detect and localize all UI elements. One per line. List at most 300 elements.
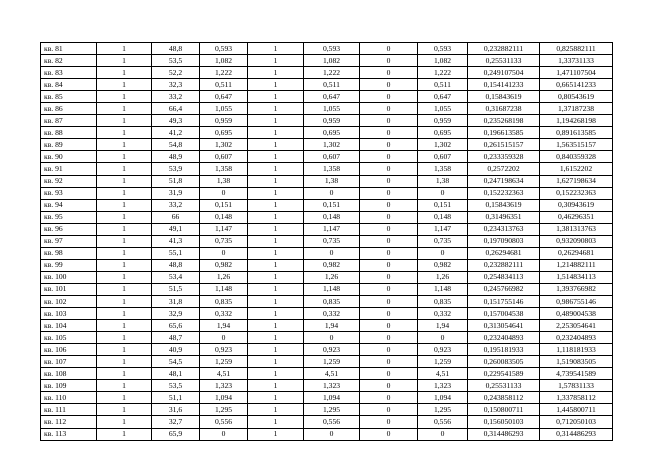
table-body bbox=[41, 43, 613, 441]
apartment-cell: кв. 87 bbox=[41, 115, 97, 127]
table-row bbox=[41, 259, 613, 271]
value-cell: 4,739541589 bbox=[540, 368, 613, 380]
value-cell: 1 bbox=[248, 163, 304, 175]
value-cell: 1 bbox=[97, 259, 152, 271]
apartment-cell: кв. 83 bbox=[41, 67, 97, 79]
apartment-cell: кв. 96 bbox=[41, 223, 97, 235]
value-cell: 1 bbox=[97, 103, 152, 115]
value-cell: 41,2 bbox=[152, 127, 200, 139]
value-cell: 0,923 bbox=[200, 344, 248, 356]
value-cell: 0,593 bbox=[418, 43, 468, 55]
value-cell: 1 bbox=[97, 344, 152, 356]
value-cell: 1 bbox=[248, 67, 304, 79]
value-cell: 1 bbox=[248, 259, 304, 271]
value-cell: 0 bbox=[200, 187, 248, 199]
value-cell: 0,31687238 bbox=[468, 103, 540, 115]
value-cell: 1 bbox=[248, 187, 304, 199]
value-cell: 0,735 bbox=[304, 235, 360, 247]
value-cell: 0 bbox=[360, 103, 418, 115]
value-cell: 0,313054641 bbox=[468, 320, 540, 332]
value-cell: 1 bbox=[248, 175, 304, 187]
value-cell: 1 bbox=[248, 199, 304, 211]
table-row bbox=[41, 271, 613, 283]
value-cell: 0,232882111 bbox=[468, 43, 540, 55]
value-cell: 1,222 bbox=[200, 67, 248, 79]
value-cell: 1 bbox=[97, 175, 152, 187]
value-cell: 0,26294681 bbox=[540, 247, 613, 259]
value-cell: 0,261515157 bbox=[468, 139, 540, 151]
value-cell: 0,195181933 bbox=[468, 344, 540, 356]
value-cell: 32,9 bbox=[152, 308, 200, 320]
value-cell: 0 bbox=[360, 139, 418, 151]
value-cell: 0 bbox=[360, 247, 418, 259]
value-cell: 1 bbox=[97, 428, 152, 440]
value-cell: 0,891613585 bbox=[540, 127, 613, 139]
value-cell: 0,840359328 bbox=[540, 151, 613, 163]
value-cell: 1,33731133 bbox=[540, 55, 613, 67]
value-cell: 48,7 bbox=[152, 332, 200, 344]
value-cell: 0,982 bbox=[418, 259, 468, 271]
value-cell: 0,647 bbox=[418, 91, 468, 103]
value-cell: 0 bbox=[418, 187, 468, 199]
value-cell: 0 bbox=[304, 428, 360, 440]
value-cell: 2,253054641 bbox=[540, 320, 613, 332]
apartment-cell: кв. 105 bbox=[41, 332, 97, 344]
value-cell: 0,26294681 bbox=[468, 247, 540, 259]
value-cell: 0 bbox=[360, 320, 418, 332]
value-cell: 1,148 bbox=[200, 283, 248, 295]
apartment-cell: кв. 88 bbox=[41, 127, 97, 139]
value-cell: 1,358 bbox=[200, 163, 248, 175]
value-cell: 0 bbox=[304, 247, 360, 259]
value-cell: 4,51 bbox=[200, 368, 248, 380]
value-cell: 48,8 bbox=[152, 43, 200, 55]
value-cell: 1 bbox=[248, 127, 304, 139]
value-cell: 0,232404893 bbox=[540, 332, 613, 344]
value-cell: 1 bbox=[97, 151, 152, 163]
table-row bbox=[41, 223, 613, 235]
value-cell: 0 bbox=[360, 223, 418, 235]
value-cell: 1 bbox=[97, 332, 152, 344]
value-cell: 54,8 bbox=[152, 139, 200, 151]
value-cell: 1 bbox=[97, 308, 152, 320]
value-cell: 1 bbox=[248, 211, 304, 223]
value-cell: 33,2 bbox=[152, 199, 200, 211]
value-cell: 1,295 bbox=[304, 404, 360, 416]
value-cell: 1,259 bbox=[304, 356, 360, 368]
value-cell: 0,607 bbox=[304, 151, 360, 163]
value-cell: 1 bbox=[248, 235, 304, 247]
value-cell: 1,94 bbox=[418, 320, 468, 332]
value-cell: 0,923 bbox=[418, 344, 468, 356]
value-cell: 0,232404893 bbox=[468, 332, 540, 344]
value-cell: 1,323 bbox=[200, 380, 248, 392]
value-cell: 0,31496351 bbox=[468, 211, 540, 223]
value-cell: 1,147 bbox=[304, 223, 360, 235]
apartment-cell: кв. 101 bbox=[41, 283, 97, 295]
value-cell: 33,2 bbox=[152, 91, 200, 103]
table-row bbox=[41, 247, 613, 259]
value-cell: 32,7 bbox=[152, 416, 200, 428]
value-cell: 0,712050103 bbox=[540, 416, 613, 428]
value-cell: 0,607 bbox=[418, 151, 468, 163]
value-cell: 0 bbox=[360, 67, 418, 79]
value-cell: 0,314486293 bbox=[468, 428, 540, 440]
apartment-cell: кв. 99 bbox=[41, 259, 97, 271]
value-cell: 1 bbox=[248, 392, 304, 404]
value-cell: 0 bbox=[360, 356, 418, 368]
value-cell: 0 bbox=[200, 332, 248, 344]
value-cell: 1,148 bbox=[418, 283, 468, 295]
value-cell: 51,5 bbox=[152, 283, 200, 295]
value-cell: 1 bbox=[248, 344, 304, 356]
value-cell: 0,695 bbox=[418, 127, 468, 139]
value-cell: 53,9 bbox=[152, 163, 200, 175]
table-row bbox=[41, 187, 613, 199]
value-cell: 1 bbox=[97, 356, 152, 368]
apartment-cell: кв. 103 bbox=[41, 308, 97, 320]
value-cell: 0,260083505 bbox=[468, 356, 540, 368]
value-cell: 1,148 bbox=[304, 283, 360, 295]
value-cell: 0,196613585 bbox=[468, 127, 540, 139]
value-cell: 1 bbox=[97, 247, 152, 259]
value-cell: 1 bbox=[97, 67, 152, 79]
apartment-cell: кв. 102 bbox=[41, 295, 97, 307]
value-cell: 0,986755146 bbox=[540, 295, 613, 307]
value-cell: 55,1 bbox=[152, 247, 200, 259]
table-row bbox=[41, 380, 613, 392]
value-cell: 1,381313763 bbox=[540, 223, 613, 235]
value-cell: 1 bbox=[97, 115, 152, 127]
value-cell: 1,38 bbox=[418, 175, 468, 187]
apartment-cell: кв. 108 bbox=[41, 368, 97, 380]
value-cell: 1 bbox=[97, 187, 152, 199]
value-cell: 0,233359328 bbox=[468, 151, 540, 163]
value-cell: 0,30943619 bbox=[540, 199, 613, 211]
table-row bbox=[41, 404, 613, 416]
value-cell: 1,055 bbox=[200, 103, 248, 115]
value-cell: 1,6152202 bbox=[540, 163, 613, 175]
value-cell: 0,46296351 bbox=[540, 211, 613, 223]
value-cell: 49,3 bbox=[152, 115, 200, 127]
apartment-cell: кв. 93 bbox=[41, 187, 97, 199]
value-cell: 1,94 bbox=[304, 320, 360, 332]
value-cell: 4,51 bbox=[418, 368, 468, 380]
apartment-cell: кв. 85 bbox=[41, 91, 97, 103]
value-cell: 1,094 bbox=[304, 392, 360, 404]
value-cell: 1 bbox=[97, 368, 152, 380]
value-cell: 48,9 bbox=[152, 151, 200, 163]
value-cell: 0,959 bbox=[304, 115, 360, 127]
value-cell: 0 bbox=[360, 187, 418, 199]
value-cell: 0,15843619 bbox=[468, 199, 540, 211]
value-cell: 40,9 bbox=[152, 344, 200, 356]
value-cell: 0,254834113 bbox=[468, 271, 540, 283]
table-row bbox=[41, 392, 613, 404]
value-cell: 0 bbox=[418, 247, 468, 259]
value-cell: 1 bbox=[248, 332, 304, 344]
value-cell: 49,1 bbox=[152, 223, 200, 235]
apartment-cell: кв. 95 bbox=[41, 211, 97, 223]
apartment-cell: кв. 81 bbox=[41, 43, 97, 55]
value-cell: 1 bbox=[248, 380, 304, 392]
value-cell: 1,26 bbox=[418, 271, 468, 283]
value-cell: 1,471107504 bbox=[540, 67, 613, 79]
table-row bbox=[41, 320, 613, 332]
apartment-cell: кв. 86 bbox=[41, 103, 97, 115]
value-cell: 52,2 bbox=[152, 67, 200, 79]
value-cell: 1 bbox=[248, 428, 304, 440]
value-cell: 0,647 bbox=[200, 91, 248, 103]
value-cell: 41,3 bbox=[152, 235, 200, 247]
value-cell: 1,214882111 bbox=[540, 259, 613, 271]
value-cell: 0 bbox=[360, 332, 418, 344]
value-cell: 1 bbox=[97, 380, 152, 392]
document-page bbox=[40, 42, 612, 441]
value-cell: 0,556 bbox=[200, 416, 248, 428]
apartment-cell: кв. 111 bbox=[41, 404, 97, 416]
value-cell: 1 bbox=[248, 295, 304, 307]
value-cell: 1,358 bbox=[304, 163, 360, 175]
value-cell: 66,4 bbox=[152, 103, 200, 115]
value-cell: 48,8 bbox=[152, 259, 200, 271]
apartment-cell: кв. 89 bbox=[41, 139, 97, 151]
value-cell: 0,25531133 bbox=[468, 380, 540, 392]
apartment-cell: кв. 110 bbox=[41, 392, 97, 404]
table-row bbox=[41, 79, 613, 91]
apartment-cell: кв. 113 bbox=[41, 428, 97, 440]
value-cell: 0,835 bbox=[418, 295, 468, 307]
value-cell: 0,247198634 bbox=[468, 175, 540, 187]
value-cell: 48,1 bbox=[152, 368, 200, 380]
value-cell: 0 bbox=[360, 428, 418, 440]
value-cell: 0,156050103 bbox=[468, 416, 540, 428]
value-cell: 0,923 bbox=[304, 344, 360, 356]
value-cell: 0,593 bbox=[304, 43, 360, 55]
value-cell: 0 bbox=[360, 199, 418, 211]
value-cell: 0,959 bbox=[418, 115, 468, 127]
value-cell: 0,197090803 bbox=[468, 235, 540, 247]
value-cell: 0 bbox=[360, 151, 418, 163]
value-cell: 0,332 bbox=[418, 308, 468, 320]
value-cell: 0,235268198 bbox=[468, 115, 540, 127]
value-cell: 0,665141233 bbox=[540, 79, 613, 91]
apartment-cell: кв. 109 bbox=[41, 380, 97, 392]
value-cell: 0,959 bbox=[200, 115, 248, 127]
apartment-cell: кв. 112 bbox=[41, 416, 97, 428]
table-row bbox=[41, 344, 613, 356]
value-cell: 1 bbox=[97, 91, 152, 103]
value-cell: 53,4 bbox=[152, 271, 200, 283]
value-cell: 1,514834113 bbox=[540, 271, 613, 283]
value-cell: 1,082 bbox=[304, 55, 360, 67]
value-cell: 1,38 bbox=[304, 175, 360, 187]
value-cell: 0,932090803 bbox=[540, 235, 613, 247]
value-cell: 54,5 bbox=[152, 356, 200, 368]
value-cell: 0,151755146 bbox=[468, 295, 540, 307]
apartment-cell: кв. 106 bbox=[41, 344, 97, 356]
table-row bbox=[41, 416, 613, 428]
table-row bbox=[41, 91, 613, 103]
table-row bbox=[41, 199, 613, 211]
table-row bbox=[41, 67, 613, 79]
value-cell: 0 bbox=[418, 428, 468, 440]
value-cell: 1 bbox=[248, 115, 304, 127]
value-cell: 1 bbox=[97, 139, 152, 151]
value-cell: 0 bbox=[360, 283, 418, 295]
value-cell: 1 bbox=[248, 271, 304, 283]
value-cell: 0,593 bbox=[200, 43, 248, 55]
value-cell: 0,148 bbox=[304, 211, 360, 223]
value-cell: 1 bbox=[248, 356, 304, 368]
value-cell: 0,556 bbox=[304, 416, 360, 428]
table-row bbox=[41, 368, 613, 380]
value-cell: 0,152232363 bbox=[540, 187, 613, 199]
value-cell: 0,735 bbox=[200, 235, 248, 247]
value-cell: 1 bbox=[248, 283, 304, 295]
value-cell: 0,511 bbox=[200, 79, 248, 91]
table-row bbox=[41, 235, 613, 247]
value-cell: 1 bbox=[248, 320, 304, 332]
value-cell: 0,332 bbox=[200, 308, 248, 320]
table-row bbox=[41, 332, 613, 344]
value-cell: 0,234313763 bbox=[468, 223, 540, 235]
value-cell: 0,511 bbox=[418, 79, 468, 91]
value-cell: 0,825882111 bbox=[540, 43, 613, 55]
value-cell: 0,151 bbox=[304, 199, 360, 211]
value-cell: 0 bbox=[360, 211, 418, 223]
value-cell: 0 bbox=[360, 175, 418, 187]
value-cell: 0 bbox=[418, 332, 468, 344]
value-cell: 0,735 bbox=[418, 235, 468, 247]
value-cell: 0 bbox=[360, 79, 418, 91]
value-cell: 1,147 bbox=[418, 223, 468, 235]
table-row bbox=[41, 175, 613, 187]
value-cell: 0 bbox=[360, 115, 418, 127]
value-cell: 65,6 bbox=[152, 320, 200, 332]
value-cell: 1 bbox=[97, 320, 152, 332]
value-cell: 1,445800711 bbox=[540, 404, 613, 416]
value-cell: 1,358 bbox=[418, 163, 468, 175]
value-cell: 0,332 bbox=[304, 308, 360, 320]
value-cell: 1 bbox=[248, 43, 304, 55]
value-cell: 0 bbox=[360, 416, 418, 428]
value-cell: 1,094 bbox=[418, 392, 468, 404]
value-cell: 0,835 bbox=[200, 295, 248, 307]
value-cell: 0 bbox=[360, 163, 418, 175]
value-cell: 1 bbox=[97, 283, 152, 295]
value-cell: 0,232882111 bbox=[468, 259, 540, 271]
value-cell: 1 bbox=[97, 55, 152, 67]
apartment-cell: кв. 84 bbox=[41, 79, 97, 91]
value-cell: 0,607 bbox=[200, 151, 248, 163]
value-cell: 1,259 bbox=[200, 356, 248, 368]
table-row bbox=[41, 295, 613, 307]
value-cell: 0,695 bbox=[200, 127, 248, 139]
apartments-table bbox=[40, 42, 613, 441]
value-cell: 1,055 bbox=[304, 103, 360, 115]
value-cell: 1,082 bbox=[200, 55, 248, 67]
value-cell: 0 bbox=[360, 404, 418, 416]
value-cell: 1 bbox=[248, 55, 304, 67]
value-cell: 1,302 bbox=[200, 139, 248, 151]
value-cell: 65,9 bbox=[152, 428, 200, 440]
value-cell: 1,295 bbox=[418, 404, 468, 416]
value-cell: 0,245766982 bbox=[468, 283, 540, 295]
value-cell: 1 bbox=[248, 308, 304, 320]
table-row bbox=[41, 103, 613, 115]
value-cell: 0,148 bbox=[418, 211, 468, 223]
apartment-cell: кв. 82 bbox=[41, 55, 97, 67]
value-cell: 0,511 bbox=[304, 79, 360, 91]
value-cell: 1,302 bbox=[304, 139, 360, 151]
value-cell: 0,982 bbox=[304, 259, 360, 271]
value-cell: 1,37187238 bbox=[540, 103, 613, 115]
value-cell: 0 bbox=[360, 344, 418, 356]
value-cell: 32,3 bbox=[152, 79, 200, 91]
value-cell: 1 bbox=[97, 43, 152, 55]
value-cell: 1,323 bbox=[304, 380, 360, 392]
table-row bbox=[41, 115, 613, 127]
value-cell: 1,323 bbox=[418, 380, 468, 392]
value-cell: 1 bbox=[97, 223, 152, 235]
value-cell: 1,337858112 bbox=[540, 392, 613, 404]
value-cell: 0,80543619 bbox=[540, 91, 613, 103]
table-row bbox=[41, 43, 613, 55]
table-row bbox=[41, 356, 613, 368]
value-cell: 0,489004538 bbox=[540, 308, 613, 320]
value-cell: 1,222 bbox=[418, 67, 468, 79]
table-row bbox=[41, 55, 613, 67]
value-cell: 53,5 bbox=[152, 55, 200, 67]
value-cell: 0 bbox=[360, 55, 418, 67]
value-cell: 1 bbox=[248, 368, 304, 380]
value-cell: 31,8 bbox=[152, 295, 200, 307]
value-cell: 0 bbox=[360, 259, 418, 271]
value-cell: 0,249107504 bbox=[468, 67, 540, 79]
apartment-cell: кв. 100 bbox=[41, 271, 97, 283]
value-cell: 4,51 bbox=[304, 368, 360, 380]
value-cell: 0 bbox=[360, 127, 418, 139]
apartment-cell: кв. 94 bbox=[41, 199, 97, 211]
value-cell: 1,563515157 bbox=[540, 139, 613, 151]
value-cell: 1,519083505 bbox=[540, 356, 613, 368]
table-row bbox=[41, 308, 613, 320]
value-cell: 1 bbox=[248, 247, 304, 259]
value-cell: 0 bbox=[360, 295, 418, 307]
value-cell: 1 bbox=[97, 163, 152, 175]
apartment-cell: кв. 92 bbox=[41, 175, 97, 187]
value-cell: 1 bbox=[248, 223, 304, 235]
value-cell: 0 bbox=[360, 308, 418, 320]
value-cell: 1 bbox=[248, 404, 304, 416]
value-cell: 1 bbox=[97, 416, 152, 428]
value-cell: 0,152232363 bbox=[468, 187, 540, 199]
value-cell: 51,1 bbox=[152, 392, 200, 404]
apartment-cell: кв. 90 bbox=[41, 151, 97, 163]
value-cell: 31,6 bbox=[152, 404, 200, 416]
value-cell: 1 bbox=[248, 151, 304, 163]
apartment-cell: кв. 104 bbox=[41, 320, 97, 332]
value-cell: 1,194268198 bbox=[540, 115, 613, 127]
value-cell: 66 bbox=[152, 211, 200, 223]
value-cell: 0,647 bbox=[304, 91, 360, 103]
value-cell: 1,295 bbox=[200, 404, 248, 416]
value-cell: 0,148 bbox=[200, 211, 248, 223]
value-cell: 1,082 bbox=[418, 55, 468, 67]
value-cell: 1,302 bbox=[418, 139, 468, 151]
table-row bbox=[41, 151, 613, 163]
